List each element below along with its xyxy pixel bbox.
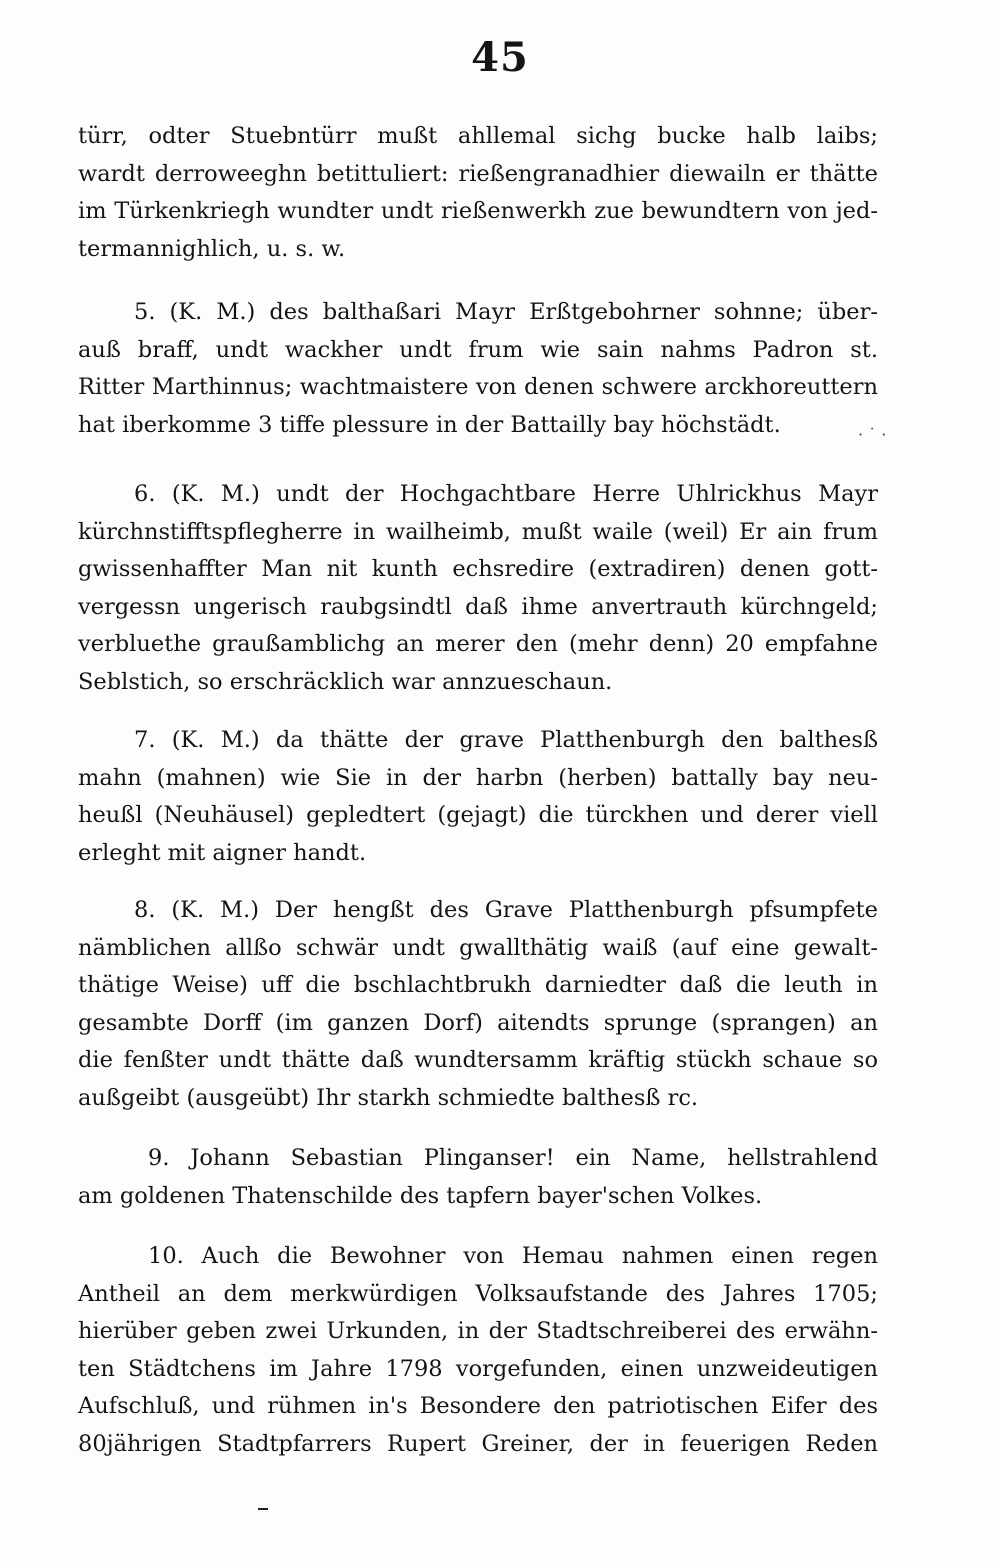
paragraph-9 [78,1140,878,1215]
paragraph-7 [78,722,878,872]
text-line: vergessn ungerisch raubgsindtl daß ihme anvertrauth kürchngeld; [78,593,878,620]
text-line: 80jährigen Stadtpfarrers Rupert Greiner, der in feuerigen Reden [78,1430,878,1457]
text-line: 10. Auch die Bewohner von Hemau nahmen einen regen [148,1243,878,1269]
text-line: wardt derroweeghn betittuliert: rießengranadhier diewailn er thätte [78,160,878,187]
page-number: 45 [471,34,529,81]
text-line: nämblichen allßo schwär undt gwallthätig waiß (auf eine gewalt- [78,934,878,961]
text-line: mahn (mahnen) wie Sie in der harbn (herben) battally bay neu- [78,764,878,791]
text-line: erleght mit aigner handt. [78,839,367,866]
paragraph-5 [78,294,878,444]
paragraph-6 [78,476,878,701]
text-line: termannighlich, u. s. w. [78,235,346,262]
print-speck: · ˙ · [858,425,887,444]
text-line: hat iberkomme 3 tiffe plessure in der Battailly bay höchstädt. [78,411,781,438]
text-line: auß braff, undt wackher undt frum wie sain nahms Padron st. [78,336,878,363]
text-line: außgeibt (ausgeübt) Ihr starkh schmiedte balthesß rc. [78,1084,699,1111]
text-line: 7. (K. M.) da thätte der grave Platthenburgh den balthesß [134,727,878,753]
text-line: Antheil an dem merkwürdigen Volksaufstande des Jahres 1705; [78,1280,878,1307]
text-line: ten Städtchens im Jahre 1798 vorgefunden, einen unzweideutigen [78,1355,878,1382]
paragraph-8 [78,892,878,1117]
text-line: kürchnstifftspflegherre in wailheimb, mußt waile (weil) Er ain frum [78,518,878,545]
text-line: türr, odter Stuebntürr mußt ahllemal sichg bucke halb laibs; [78,123,878,149]
text-line: gesambte Dorff (im ganzen Dorf) aitendts sprunge (sprangen) an [78,1009,878,1036]
text-line: verbluethe graußamblichg an merer den (mehr denn) 20 empfahne [78,631,878,657]
print-mark [258,1508,268,1510]
text-line: heußl (Neuhäusel) gepledtert (gejagt) die türckhen und derer viell [78,802,878,828]
text-line: die fenßter undt thätte daß wundtersamm kräftig stückh schaue so [78,1047,878,1073]
paragraph-10 [78,1238,878,1463]
text-line: im Türkenkriegh wundter undt rießenwerkh zue bewundtern von jed- [78,198,878,224]
text-line: gwissenhaffter Man nit kunth echsredire (extradiren) denen gott- [78,556,878,582]
text-line: 6. (K. M.) undt der Hochgachtbare Herre Uhlrickhus Mayr [134,481,878,507]
paragraph-continuation [78,118,878,268]
text-line: Ritter Marthinnus; wachtmaistere von denen schwere arckhoreuttern [78,374,878,400]
text-line: Seblstich, so erschräcklich war annzueschaun. [78,668,613,695]
text-line: hierüber geben zwei Urkunden, in der Stadtschreiberei des erwähn- [78,1318,878,1344]
text-line: am goldenen Thatenschilde des tapfern bayer'schen Volkes. [78,1182,763,1209]
text-line: thätige Weise) uff die bschlachtbrukh darniedter daß die leuth in [78,972,878,998]
text-line: Aufschluß, und rühmen in's Besondere den patriotischen Eifer des [78,1393,878,1419]
text-line: 8. (K. M.) Der hengßt des Grave Platthenburgh pfsumpfete [134,897,878,923]
text-line: 5. (K. M.) des balthaßari Mayr Erßtgebohrner sohnne; über- [134,299,878,325]
text-line: 9. Johann Sebastian Plinganser! ein Name, hellstrahlend [148,1145,878,1171]
